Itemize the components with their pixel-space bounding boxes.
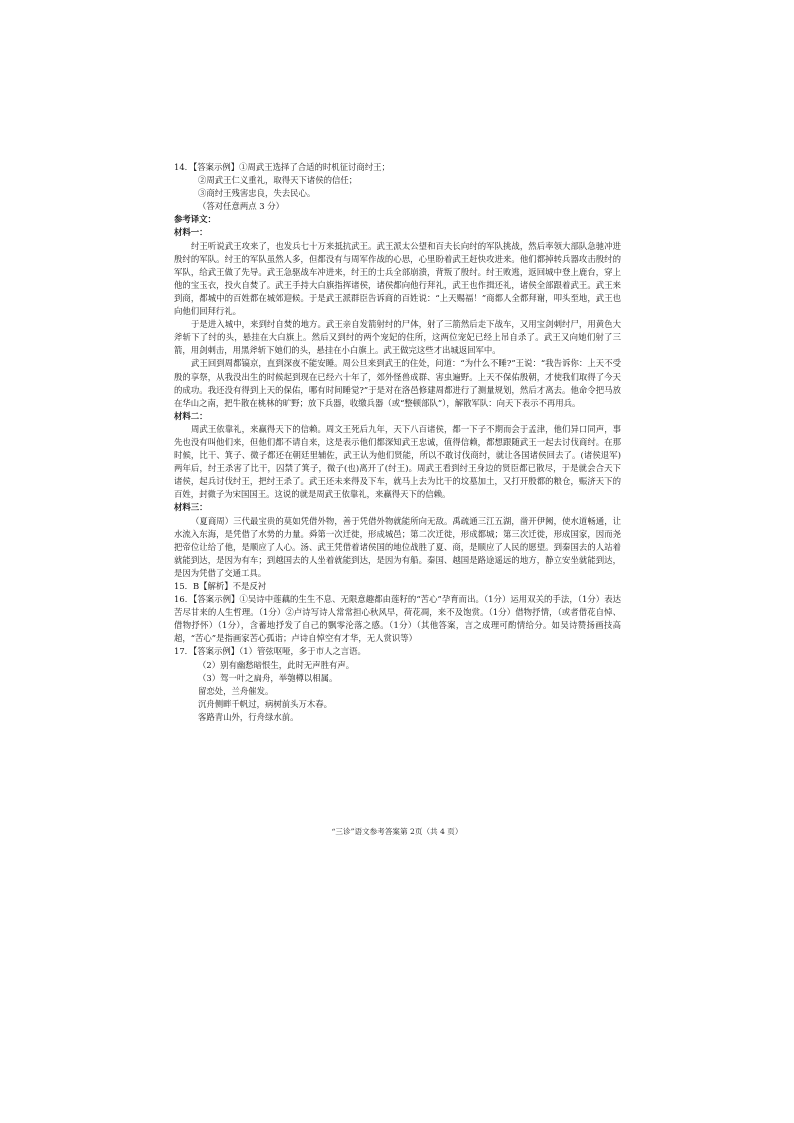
- q15-answer: 15．B【解析】不是反衬: [174, 581, 267, 591]
- q17-line-4: 留恋处，兰舟催发。: [198, 685, 274, 696]
- page-footer: “三诊”语文参考答案第 2页（共 4 页）: [331, 827, 463, 836]
- material-2-title: 材料二：: [174, 410, 208, 421]
- reference-translation-title: 参考译文：: [174, 214, 216, 225]
- answer-content: [174, 161, 621, 724]
- material-3-paragraph: （夏商周）三代最宝贵的莫如凭借外物，善于凭借外物就能所向无敌。禹疏通三江五湖，凿开伊阙，使水道畅通，让水流入东海，是凭借了水势的力量。舜第一次迁徙，形成城邑；第二次迁徙，形成都城；第三次迁徙，形成国家，因而尧把帝位让给了他，是顺应了人心。汤、武王凭借着诸侯国的地位战胜了夏、商，是顺应了人民的愿望。到秦国去的人站着就能到达，是因为有车；到越国去的人坐着就能到达，是因为有船。秦国、越国是路途遥远的地方，静立安坐就能到达，是因为凭借了交通工具。: [174, 515, 621, 578]
- q14-scoring-note: （答对任意两点 3 分）: [198, 201, 285, 212]
- q17-line-2: （2）别有幽愁暗恨生，此时无声胜有声。: [198, 659, 355, 670]
- q17-line-3: （3）驾一叶之扁舟，举匏樽以相属。: [198, 672, 338, 683]
- material-2-paragraph: 周武王依靠礼，来赢得天下的信赖。周文王死后九年，天下八百诸侯，都一下子不期而会于孟津，他们异口同声，事先也没有叫他们来，但他们都不请自来，这是表示他们都深知武王忠诚，值得信赖，都想跟随武王一起去讨伐商纣。在那时候，比干、箕子、微子都还在朝廷里辅佐，武王认为他们贤能，所以不敢讨伐商纣，就让各国诸侯回去了。(诸侯退军)两年后，纣王杀害了比干，囚禁了箕子，微子(也)离开了(纣王)。周武王看到纣王身边的贤臣都已散尽，于是就会合天下诸侯，起兵讨伐纣王，把纣王杀了。武王还未来得及下车，就马上去为比干的坟墓加土，又打开殷都的粮仓，赈济天下的百姓，封微子为宋国国王。这说的就是周武王依靠礼，来赢得天下的信赖。: [174, 423, 621, 500]
- q17-heading: 17．【答案示例】（1）管弦呕哑，多于市人之言语。: [174, 646, 366, 657]
- material-1-paragraph-3: 武王回到周都镐京，直到深夜不能安睡。周公旦来到武王的住处，问道：“为什么不睡?”王说：“我告诉你：上天不受殷的享祭，从我没出生的时候起到现在已经六十年了，郊外怪兽成群、害虫遍野。上天不保佑殷朝，才使我们取得了今天的成功。我还没有得到上天的保佑，哪有时间睡觉?”于是对在洛邑修建周都进行了测量规划，然后才离去。他命令把马放在华山之南，把牛散在桃林的旷野；放下兵器，收缴兵器（或“整顿部队”），解散军队：向天下表示不再用兵。: [174, 358, 621, 408]
- material-3-title: 材料三：: [174, 502, 208, 513]
- material-1-title: 材料一：: [174, 227, 208, 238]
- material-1-paragraph-1: 纣王听说武王攻来了，也发兵七十万来抵抗武王。武王派太公望和百夫长向纣的军队挑战，然后率领大部队急驰冲进殷纣的军队。纣王的军队虽然人多，但都没有与周军作战的心思，心里盼着武王赶快攻进来。他们都掉转兵器攻击殷纣的军队，给武王做了先导。武王急驱战车冲进来，纣王的士兵全部崩溃，背叛了殷纣。纣王败逃，返回城中登上鹿台，穿上他的宝玉衣，投火自焚了。武王手持大白旗指挥诸侯，诸侯都向他行拜礼，武王也作揖还礼，诸侯全部跟着武王。武王来到商，都城中的百姓都在城郊迎候。于是武王派群臣告诉商的百姓说：“上天赐福！”商都人全都拜谢，叩头至地，武王也向他们回拜行礼。: [174, 240, 621, 317]
- q14-point-3: ③商纣王残害忠良，失去民心。: [198, 188, 316, 199]
- material-1-paragraph-2: 于是进入城中，来到纣自焚的地方。武王亲自发箭射纣的尸体，射了三箭然后走下战车，又用宝剑刺纣尸，用黄色大斧斩下了纣的头，悬挂在大白旗上。然后又到纣的两个宠妃的住所，这两位宠妃已经上吊自杀了。武王又向她们射了三箭，用剑刺击，用黑斧斩下她们的头，悬挂在小白旗上。武王做完这些才出城返回军中。: [174, 319, 621, 356]
- q16-answer: 16．【答案示例】①吴诗中莲藕的生生不息、无限意趣都由莲籽的“苦心”孕育而出。（1分）运用双关的手法，（1分）表达苦尽甘来的人生哲理。（1分）②卢诗写诗人常常担心秋风早，荷花凋，来不及饱赏。（1分）借物抒情，（或者借花自悼、借物抒怀）（1分），含蓄地抒发了自己的飘零沦落之感。（1分）（其他答案，言之成理可酌情给分。如吴诗赞扬画技高超，“苦心”是指画家苦心孤诣；卢诗自悼空有才华，无人赏识等）: [174, 594, 621, 644]
- q17-line-5: 沉舟侧畔千帆过，病树前头万木春。: [198, 698, 332, 709]
- q14-point-2: ②周武王仁义重礼，取得天下诸侯的信任；: [198, 175, 358, 186]
- q17-line-6: 客路青山外，行舟绿水前。: [198, 711, 299, 722]
- q14-heading: 14．【答案示例】①周武王选择了合适的时机征讨商纣王；: [174, 162, 390, 172]
